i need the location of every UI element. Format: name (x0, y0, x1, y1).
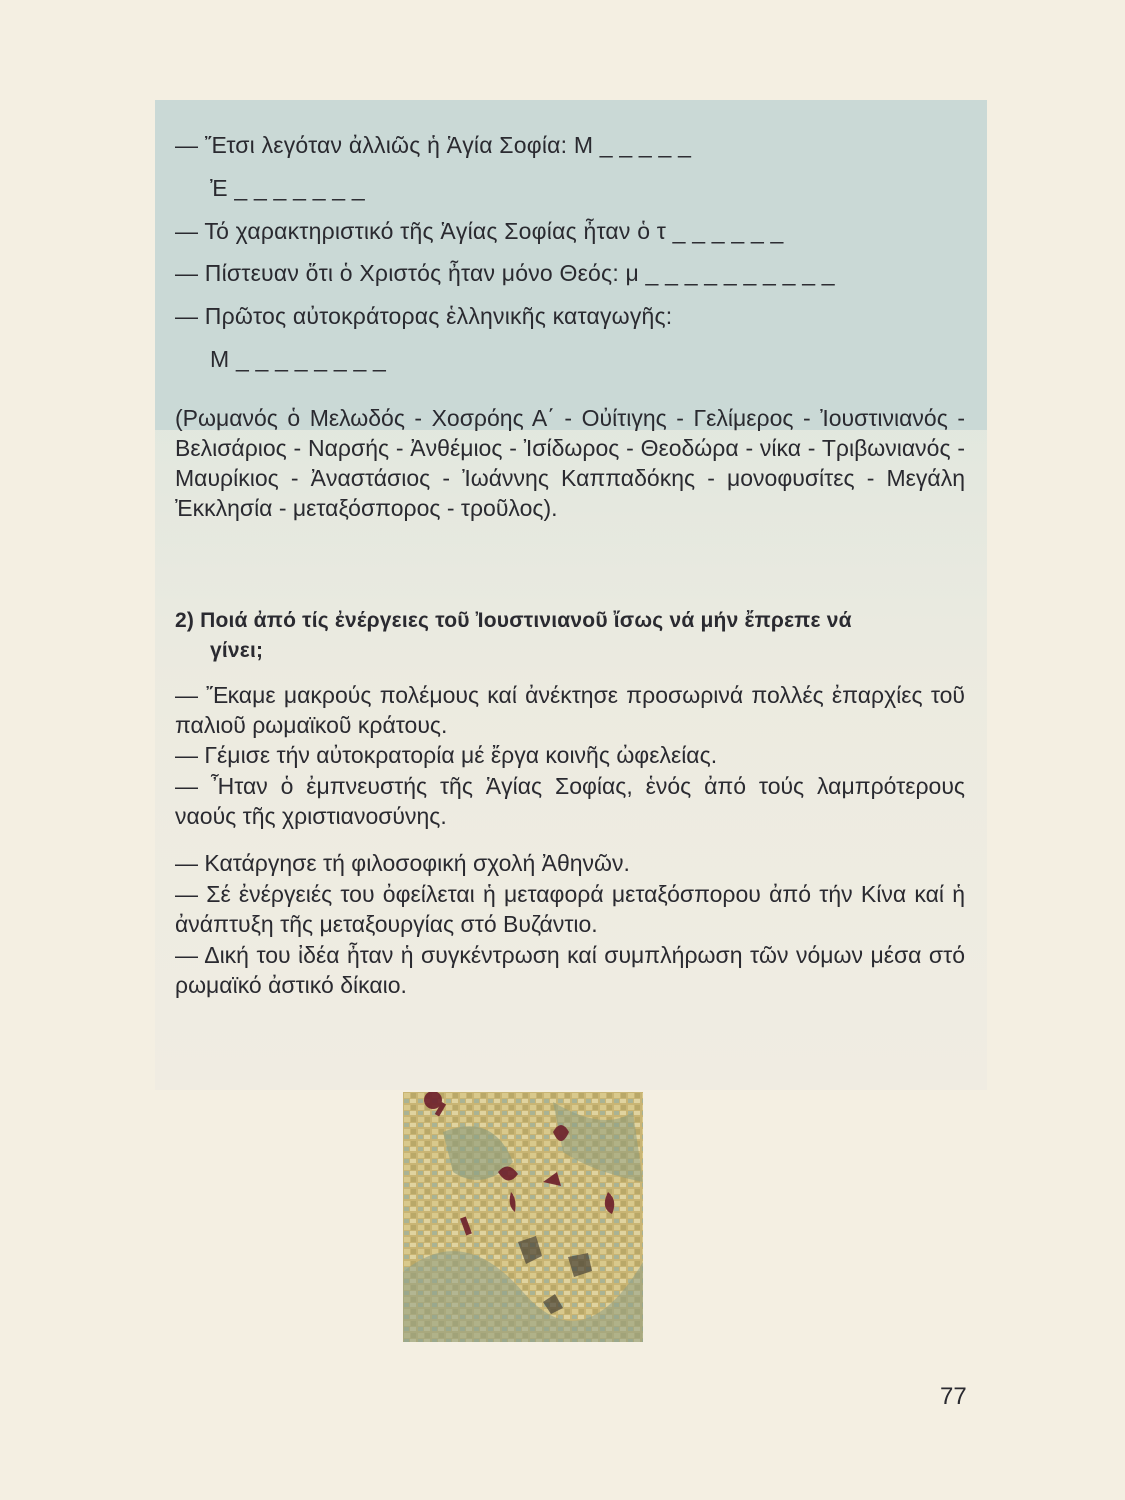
question-2: — Τό χαρακτηριστικό τῆς Ἁγίας Σοφίας ἦταν ὁ τ _ _ _ _ _ _ (175, 218, 784, 244)
question-4-line-2: Μ _ _ _ _ _ _ _ _ (210, 346, 387, 372)
question-1-line-2: Ἐ _ _ _ _ _ _ _ (210, 175, 365, 201)
answer-option: — Κατάργησε τή φιλοσοφική σχολή Ἀθηνῶν. (175, 850, 630, 876)
answer-option: — Γέμισε τήν αὐτοκρατορία μέ ἔργα κοινῆς ὠφελείας. (175, 742, 718, 768)
mosaic-illustration (403, 1092, 643, 1342)
word-bank: (Ρωμανός ὁ Μελωδός - Χοσρόης Α΄ - Οὐίτιγης - Γελίμερος - Ἰουστινιανός - Βελισάριος - Ναρσής - Ἀνθέμιος - Ἰσίδωρος - Θεοδώρα - νίκα - Τριβωνιανός - Μαυρίκιος - Ἀναστάσιος - Ἰωάννης Καππαδόκης - μονοφυσίτες - Μεγάλη Ἐκκλησία - μεταξόσπορος - τροῦλος). (175, 405, 965, 521)
question-4-line-1: — Πρῶτος αὐτοκράτορας ἑλληνικῆς καταγωγῆς: (175, 303, 673, 329)
question-1-line-1: — Ἔτσι λεγόταν ἀλλιῶς ἡ Ἁγία Σοφία: Μ _ _ _ _ _ (175, 132, 692, 158)
mosaic-image (403, 1092, 643, 1342)
question-2-title-line-2: γίνει; (210, 639, 264, 662)
answer-option: — Δική του ἰδέα ἦταν ἡ συγκέντρωση καί συμπλήρωση τῶν νόμων μέσα στό ρωμαϊκό ἀστικό δίκαιο. (175, 942, 965, 998)
answer-option: — Ἦταν ὁ ἐμπνευστής τῆς Ἁγίας Σοφίας, ἑνός ἀπό τούς λαμπρότερους ναούς τῆς χριστιανοσύνης. (175, 773, 965, 829)
answer-option: — Ἔκαμε μακρούς πολέμους καί ἀνέκτησε προσωρινά πολλές ἐπαρχίες τοῦ παλιοῦ ρωμαϊκοῦ κράτους. (175, 682, 965, 738)
question-2-title-line-1: 2) Ποιά ἀπό τίς ἐνέργειες τοῦ Ἰουστινιανοῦ ἴσως νά μήν ἔπρεπε νά (175, 609, 852, 632)
question-3: — Πίστευαν ὅτι ὁ Χριστός ἦταν μόνο Θεός: μ _ _ _ _ _ _ _ _ _ _ (175, 260, 835, 286)
answer-option: — Σέ ἐνέργειές του ὀφείλεται ἡ μεταφορά μεταξόσπορου ἀπό τήν Κίνα καί ἡ ἀνάπτυξη τῆς μεταξουργίας στό Βυζάντιο. (175, 881, 965, 937)
page-number: 77 (940, 1383, 967, 1410)
